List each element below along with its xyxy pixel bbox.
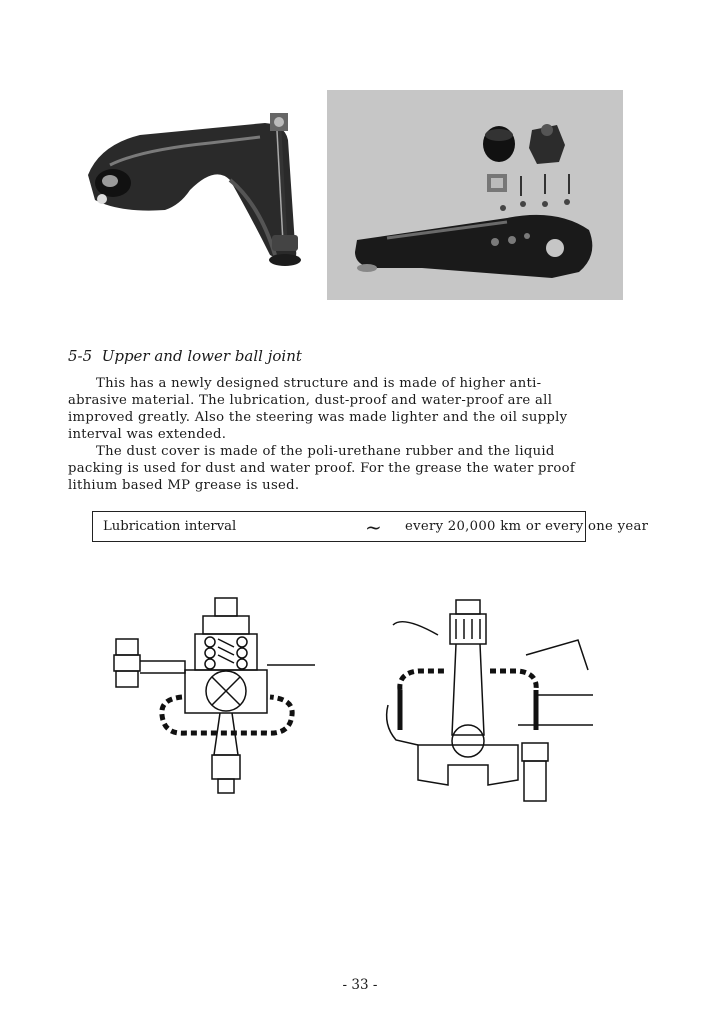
- lubrication-interval-box: [92, 511, 649, 542]
- paragraph-1: This has a newly designed structure and is made of higher anti- abrasive material. The lubrication, dust-proof and water-proof are all improved greatly. Also the steering was made lighter and the oil supply interval was extended.: [68, 376, 568, 442]
- section-heading: 5-5 Upper and lower ball joint: [68, 347, 302, 365]
- paragraph-2: The dust cover is made of the poli-urethane rubber and the liquid packing is used for dust and water proof. For the grease the water proof lithium based MP grease is used.: [68, 444, 576, 493]
- upper-control-arm-photo: [80, 95, 320, 295]
- lower-ball-joint-diagram: [378, 595, 598, 825]
- page-number: - 33 -: [342, 977, 378, 993]
- upper-ball-joint-diagram: [100, 595, 320, 815]
- lubrication-label: Lubrication interval: [103, 519, 237, 534]
- lower-arm-parts-photo: [327, 90, 623, 300]
- tilde-symbol: ~: [365, 515, 382, 539]
- lubrication-value: every 20,000 km or every one year: [405, 519, 649, 534]
